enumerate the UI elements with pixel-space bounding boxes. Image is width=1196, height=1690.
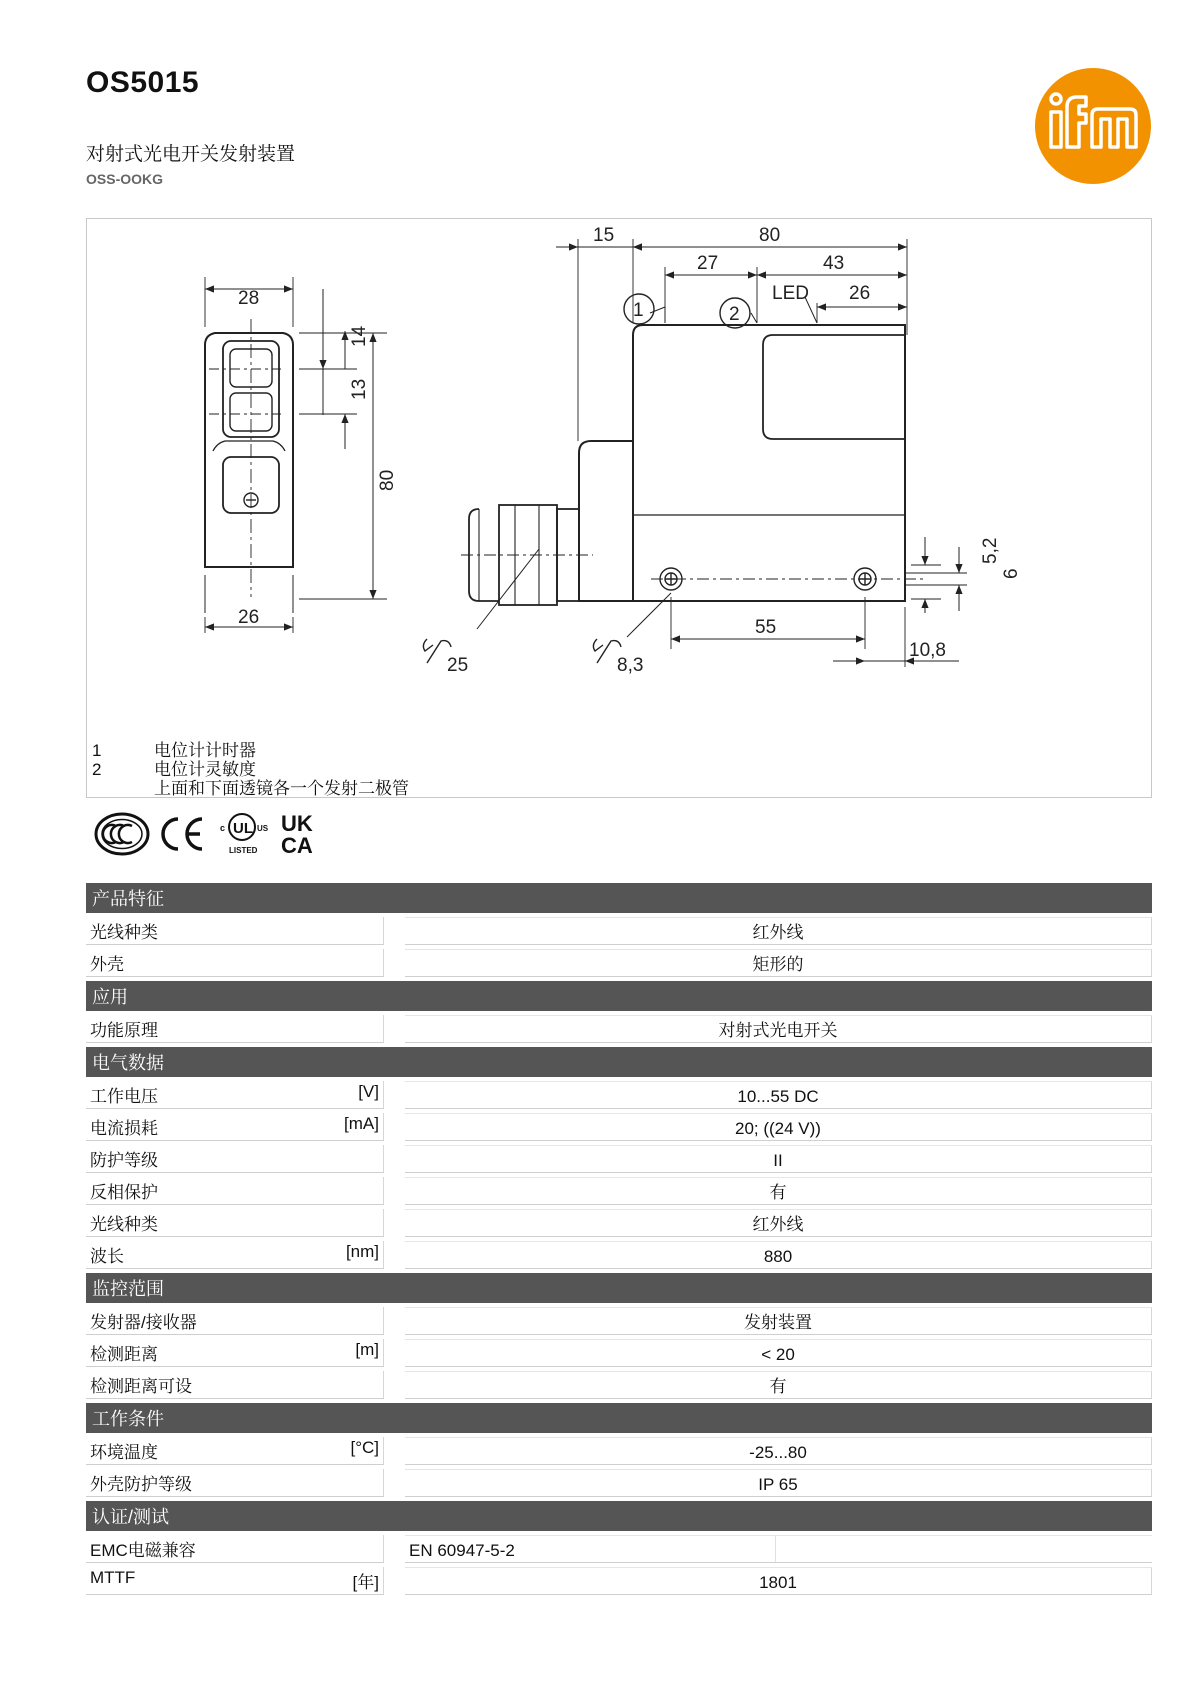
spec-label: 功能原理: [90, 1021, 158, 1040]
spec-value: 有: [405, 1177, 1152, 1205]
spec-label: 反相保护: [90, 1183, 158, 1202]
spec-row: [86, 947, 1152, 979]
spec-unit: [mA]: [344, 1114, 379, 1133]
spec-unit: [m]: [355, 1340, 379, 1359]
spec-label: MTTF: [90, 1568, 136, 1587]
svg-text:LISTED: LISTED: [229, 846, 258, 855]
spec-label: 检测距离: [90, 1345, 158, 1364]
spec-row: [86, 1013, 1152, 1045]
spec-label-cell: [86, 1339, 384, 1367]
spec-label-cell: [86, 1209, 384, 1237]
spec-value: 矩形的: [405, 949, 1152, 977]
spec-label: 发射器/接收器: [90, 1313, 197, 1332]
spec-row: [86, 1565, 1152, 1597]
spec-value: < 20: [405, 1339, 1152, 1367]
section-header: 应用: [86, 981, 1152, 1011]
spec-label-cell: [86, 1469, 384, 1497]
spec-row: [86, 915, 1152, 947]
svg-text:UL: UL: [233, 820, 253, 837]
spec-label: 防护等级: [90, 1151, 158, 1170]
svg-text:c: c: [220, 823, 226, 833]
spec-label-cell: [86, 1113, 384, 1141]
dim-27: 27: [697, 253, 719, 274]
product-code: OS5015: [86, 66, 200, 99]
dim-height-80: 80: [377, 469, 398, 491]
spec-label-cell: [86, 917, 384, 945]
spec-unit: [nm]: [345, 1242, 379, 1261]
spec-label: 环境温度: [90, 1443, 158, 1462]
spec-label: 电流损耗: [90, 1119, 158, 1138]
spec-label: 波长: [90, 1247, 124, 1266]
spec-row: [86, 1175, 1152, 1207]
dim-43: 43: [823, 253, 845, 274]
spec-label-cell: [86, 1371, 384, 1399]
section-header: 电气数据: [86, 1047, 1152, 1077]
spec-value: 红外线: [405, 1209, 1152, 1237]
dim-80-length: 80: [759, 225, 781, 246]
dim-55: 55: [755, 617, 777, 638]
certification-marks: [94, 805, 334, 860]
spec-label-cell: [86, 1241, 384, 1269]
spec-value: 有: [405, 1371, 1152, 1399]
spec-row: [86, 1369, 1152, 1401]
spec-unit: [V]: [358, 1082, 379, 1101]
spec-row: [86, 1435, 1152, 1467]
spec-label-cell: [86, 1535, 384, 1563]
wrench-size-8-3: 8,3: [617, 655, 644, 676]
technical-drawing-svg: [87, 219, 1153, 739]
spec-label: EMC电磁兼容: [90, 1541, 196, 1560]
spec-row: [86, 1207, 1152, 1239]
svg-text:UK: UK: [281, 811, 313, 836]
specification-table: [86, 883, 1152, 1599]
ce-mark: [163, 819, 202, 849]
spec-label: 工作电压: [90, 1087, 158, 1106]
wrench-size-25: 25: [447, 655, 469, 676]
dim-14: 14: [349, 325, 370, 347]
callout-2: 2: [729, 304, 740, 325]
spec-row: [86, 1143, 1152, 1175]
spec-unit: [°C]: [350, 1438, 379, 1457]
spec-value: -25...80: [405, 1437, 1152, 1465]
dimension-drawing: [86, 218, 1152, 798]
dim-width-bottom: 26: [238, 607, 260, 628]
dim-10-8: 10,8: [909, 640, 946, 661]
spec-row: [86, 1337, 1152, 1369]
dim-26-led: 26: [849, 283, 871, 304]
spec-row: [86, 1111, 1152, 1143]
svg-text:CA: CA: [281, 833, 313, 858]
dim-width-top: 28: [238, 288, 260, 309]
spec-label-cell: [86, 1437, 384, 1465]
spec-label: 光线种类: [90, 1215, 158, 1234]
spec-value: EN 60947-5-2: [405, 1535, 1152, 1563]
spec-label-cell: [86, 1015, 384, 1043]
spec-row: [86, 1305, 1152, 1337]
spec-value: 发射装置: [405, 1307, 1152, 1335]
article-code: OSS-OOKG: [86, 171, 164, 187]
spec-label-cell: [86, 949, 384, 977]
spec-row: [86, 1533, 1152, 1565]
spec-label-cell: [86, 1145, 384, 1173]
spec-unit: [年]: [352, 1573, 379, 1592]
spec-row: [86, 1239, 1152, 1271]
svg-text:US: US: [257, 824, 269, 833]
legend-item: 2 电位计灵敏度: [92, 760, 256, 779]
section-header: 认证/测试: [86, 1501, 1152, 1531]
section-header: 监控范围: [86, 1273, 1152, 1303]
dim-5-2: 5,2: [980, 537, 1001, 564]
legend-item: 1 电位计计时器: [92, 741, 256, 760]
spec-value: 1801: [405, 1567, 1152, 1595]
section-header: 产品特征: [86, 883, 1152, 913]
spec-label: 光线种类: [90, 923, 158, 942]
spec-value: 20; ((24 V)): [405, 1113, 1152, 1141]
drawing-legend: [92, 741, 409, 798]
spec-label: 检测距离可设: [90, 1377, 192, 1396]
spec-label-cell: [86, 1307, 384, 1335]
spec-value: IP 65: [405, 1469, 1152, 1497]
spec-value: II: [405, 1145, 1152, 1173]
spec-row: [86, 1079, 1152, 1111]
dim-15: 15: [593, 225, 615, 246]
spec-label: 外壳防护等级: [90, 1475, 192, 1494]
dim-13: 13: [349, 378, 370, 400]
spec-row: [86, 1467, 1152, 1499]
spec-label-cell: [86, 1177, 384, 1205]
spec-value: 对射式光电开关: [405, 1015, 1152, 1043]
spec-value: 10...55 DC: [405, 1081, 1152, 1109]
led-label: LED: [772, 283, 809, 304]
spec-value: 红外线: [405, 917, 1152, 945]
legend-item: 上面和下面透镜各一个发射二极管: [154, 779, 409, 798]
ccc-mark: [96, 814, 148, 854]
spec-label: 外壳: [90, 955, 124, 974]
ukca-mark: [281, 811, 313, 858]
callout-1: 1: [633, 300, 644, 321]
ul-listed-mark: [220, 814, 269, 855]
section-header: 工作条件: [86, 1403, 1152, 1433]
spec-label-cell: [86, 1081, 384, 1109]
spec-value: 880: [405, 1241, 1152, 1269]
product-description: 对射式光电开关发射装置: [86, 144, 296, 165]
spec-label-cell: [86, 1567, 384, 1595]
dim-6: 6: [1001, 568, 1022, 579]
ifm-logo: [1034, 67, 1152, 185]
